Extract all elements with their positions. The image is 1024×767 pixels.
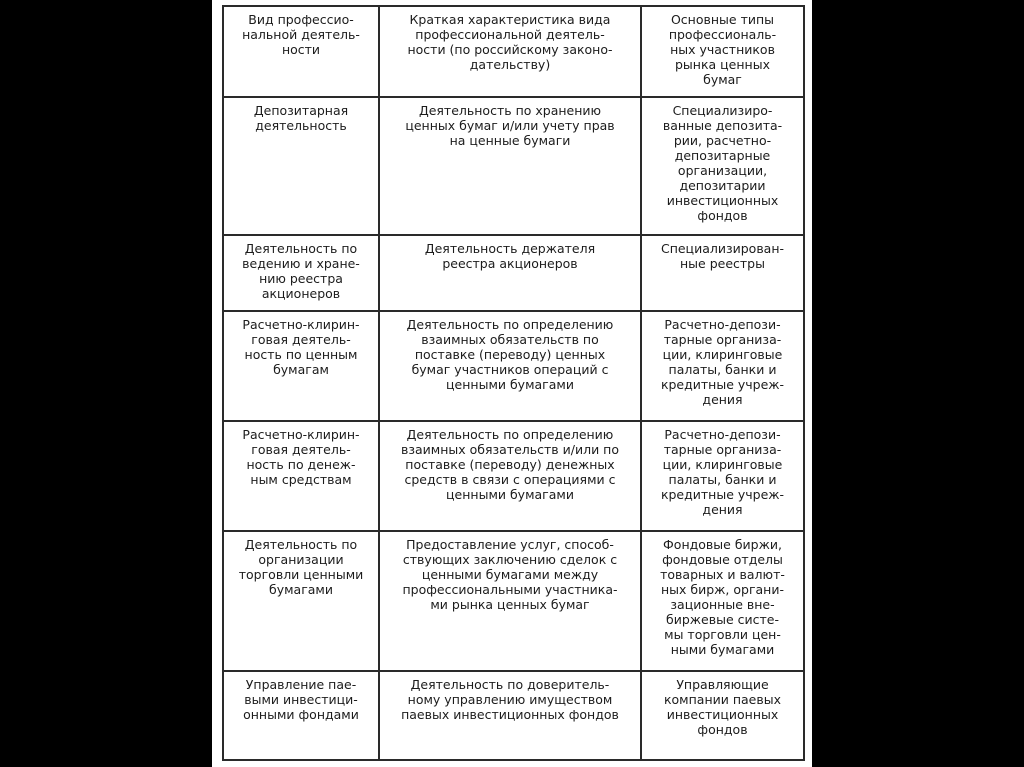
table-row <box>223 311 804 421</box>
header-description: Краткая характеристика вида профессиональной деятель- ности (по российскому законо- дательству) <box>379 6 641 97</box>
participants-cell: Специализирован- ные реестры <box>641 235 804 311</box>
participants-cell: Фондовые биржи, фондовые отделы товарных и валют- ных бирж, органи- зационные вне- биржевые систе- мы торговли цен- ными бумагами <box>641 531 804 671</box>
activity-type-cell: Расчетно-клирин- говая деятель- ность по ценным бумагам <box>223 311 379 421</box>
activity-type-cell: Деятельность по ведению и хране- нию реестра акционеров <box>223 235 379 311</box>
securities-activities-table <box>222 5 805 761</box>
table-header-row <box>223 6 804 97</box>
description-cell: Деятельность по доверитель- ному управлению имуществом паевых инвестиционных фондов <box>379 671 641 760</box>
participants-cell: Специализиро- ванные депозита- рии, расчетно- депозитарные организации, депозитарии инвестиционных фондов <box>641 97 804 235</box>
header-participant-types: Основные типы профессиональ- ных участников рынка ценных бумаг <box>641 6 804 97</box>
table-row <box>223 235 804 311</box>
header-activity-type: Вид профессио- нальной деятель- ности <box>223 6 379 97</box>
description-cell: Предоставление услуг, способ- ствующих заключению сделок с ценными бумагами между профессиональными участника- ми рынка ценных бумаг <box>379 531 641 671</box>
participants-cell: Расчетно-депози- тарные организа- ции, клиринговые палаты, банки и кредитные учреж- дения <box>641 421 804 531</box>
activity-type-cell: Управление пае- выми инвестици- онными фондами <box>223 671 379 760</box>
description-cell: Деятельность держателя реестра акционеров <box>379 235 641 311</box>
table-row <box>223 97 804 235</box>
table-row <box>223 421 804 531</box>
participants-cell: Расчетно-депози- тарные организа- ции, клиринговые палаты, банки и кредитные учреж- дения <box>641 311 804 421</box>
description-cell: Деятельность по определению взаимных обязательств по поставке (переводу) ценных бумаг участников операций с ценными бумагами <box>379 311 641 421</box>
table-row <box>223 531 804 671</box>
document-page <box>212 0 812 767</box>
activity-type-cell: Деятельность по организации торговли ценными бумагами <box>223 531 379 671</box>
description-cell: Деятельность по определению взаимных обязательств и/или по поставке (переводу) денежных средств в связи с операциями с ценными бумагами <box>379 421 641 531</box>
activity-type-cell: Депозитарная деятельность <box>223 97 379 235</box>
description-cell: Деятельность по хранению ценных бумаг и/или учету прав на ценные бумаги <box>379 97 641 235</box>
activity-type-cell: Расчетно-клирин- говая деятель- ность по денеж- ным средствам <box>223 421 379 531</box>
participants-cell: Управляющие компании паевых инвестиционных фондов <box>641 671 804 760</box>
table-row <box>223 671 804 760</box>
